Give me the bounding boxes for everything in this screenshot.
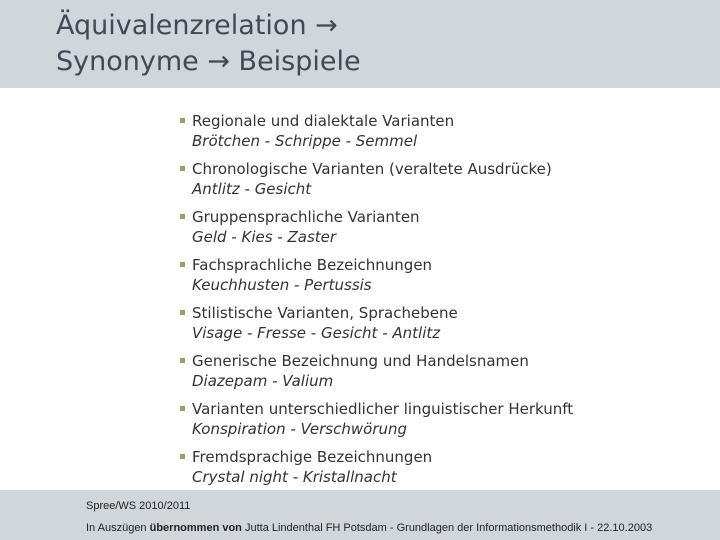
item-heading: Generische Bezeichnung und Handelsnamen bbox=[192, 352, 529, 370]
bullet-icon bbox=[180, 358, 185, 363]
bullet-icon bbox=[180, 310, 185, 315]
footer-source bbox=[86, 522, 652, 534]
list-item bbox=[180, 352, 700, 400]
bullet-icon bbox=[180, 262, 185, 267]
list-item bbox=[180, 208, 700, 256]
item-heading: Varianten unterschiedlicher linguistischer Herkunft bbox=[192, 400, 574, 418]
footer-source-prefix: In Auszügen bbox=[86, 522, 150, 534]
item-heading: Chronologische Varianten (veraltete Ausdrücke) bbox=[192, 160, 552, 178]
bullet-icon bbox=[180, 454, 185, 459]
list-item bbox=[180, 160, 700, 208]
item-example: Keuchhusten - Pertussis bbox=[192, 276, 372, 294]
list-item bbox=[180, 448, 700, 496]
list-item bbox=[180, 256, 700, 304]
item-heading: Fachsprachliche Bezeichnungen bbox=[192, 256, 433, 274]
synonym-list bbox=[180, 112, 700, 496]
item-example: Antlitz - Gesicht bbox=[192, 180, 312, 198]
item-example: Crystal night - Kristallnacht bbox=[192, 468, 397, 486]
item-heading: Stilistische Varianten, Sprachebene bbox=[192, 304, 458, 322]
bullet-icon bbox=[180, 406, 185, 411]
item-example: Geld - Kies - Zaster bbox=[192, 228, 337, 246]
footer-semester: Spree/WS 2010/2011 bbox=[86, 500, 191, 512]
list-item bbox=[180, 304, 700, 352]
title-line-2: Synonyme → Beispiele bbox=[56, 46, 361, 77]
item-heading: Fremdsprachige Bezeichnungen bbox=[192, 448, 433, 466]
item-heading: Gruppensprachliche Varianten bbox=[192, 208, 420, 226]
item-example: Visage - Fresse - Gesicht - Antlitz bbox=[192, 324, 441, 342]
bullet-icon bbox=[180, 118, 185, 123]
title-line-1: Äquivalenzrelation → bbox=[56, 10, 338, 41]
footer-source-bold: übernommen von bbox=[149, 522, 242, 534]
item-example: Konspiration - Verschwörung bbox=[192, 420, 408, 438]
list-item bbox=[180, 112, 700, 160]
footer-source-suffix: Jutta Lindenthal FH Potsdam - Grundlagen der Informationsmethodik I - 22.10.2003 bbox=[241, 522, 653, 534]
item-heading: Regionale und dialektale Varianten bbox=[192, 112, 455, 130]
item-example: Diazepam - Valium bbox=[192, 372, 334, 390]
bullet-icon bbox=[180, 166, 185, 171]
slide-title bbox=[56, 8, 361, 80]
item-example: Brötchen - Schrippe - Semmel bbox=[192, 132, 418, 150]
list-item bbox=[180, 400, 700, 448]
bullet-icon bbox=[180, 214, 185, 219]
